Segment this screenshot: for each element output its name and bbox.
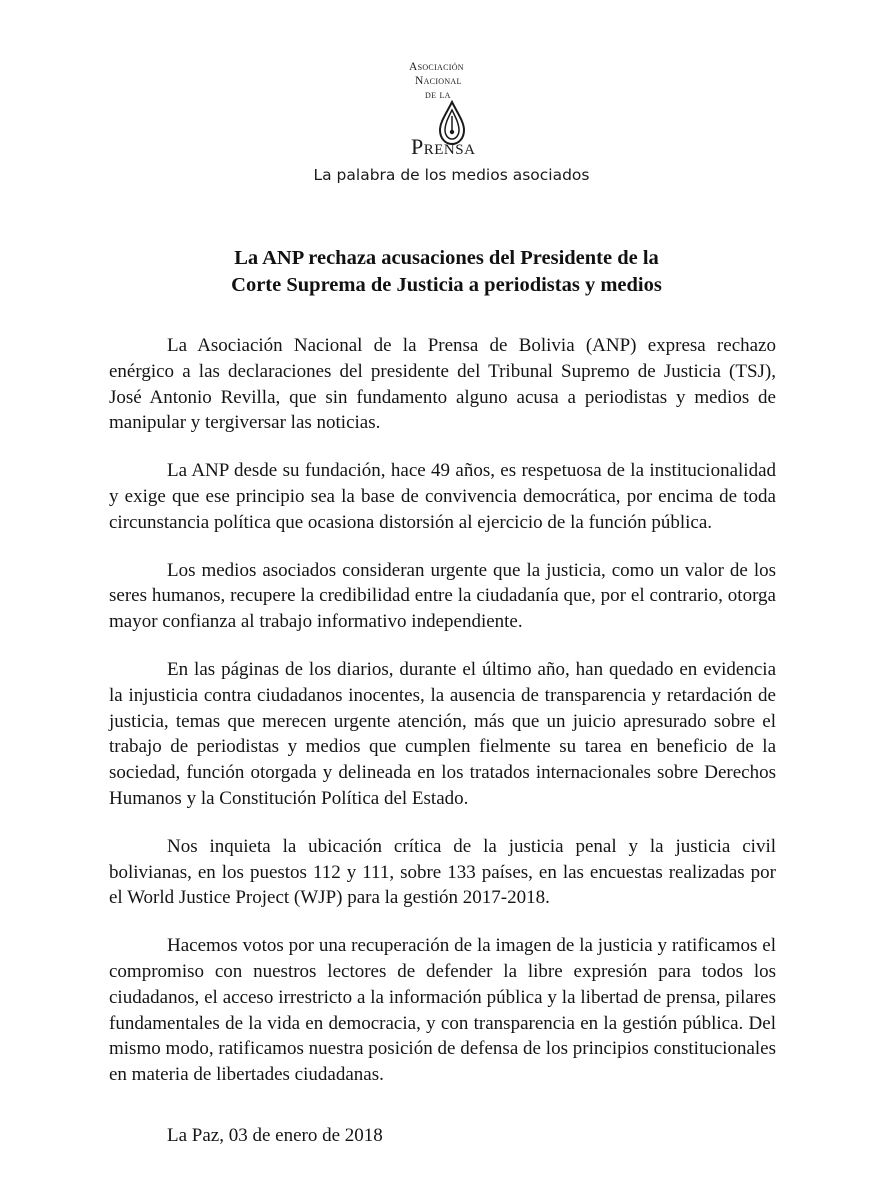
paragraph: La Asociación Nacional de la Prensa de Bolivia (ANP) expresa rechazo enérgico a las declaraciones del presidente del Tribunal Supremo de Justicia (TSJ), José Antonio Revilla, que sin fundamento alguno acusa a periodistas y medios de manipular y tergiversar las noticias. (109, 335, 776, 434)
paragraph: Nos inquieta la ubicación crítica de la justicia penal y la justicia civil bolivianas, en los puestos 112 y 111, sobre 133 países, en las encuestas realizadas por el World Justice Project (WJP) para la gestión 2017-2018. (109, 835, 776, 909)
headline (0, 245, 893, 299)
paragraph: Hacemos votos por una recuperación de la imagen de la justicia y ratificamos el compromiso con nuestros lectores de defender la libre expresión para todos los ciudadanos, el acceso irrestricto a la información pública y la libertad de prensa, pilares fundamentales de la vida en democracia, y con transparencia en la gestión pública. Del mismo modo, ratificamos nuestra posición de defensa de los principios constitucionales en materia de libertades ciudadanas. (109, 935, 776, 1086)
logo-line-asociacion: Asociación (409, 61, 464, 73)
paragraph: La ANP desde su fundación, hace 49 años, es respetuosa de la institucionalidad y exige que ese principio sea la base de convivencia democrática, por encima de toda circunstancia política que ocasiona distorsión al ejercicio de la función pública. (109, 460, 776, 533)
statement-body (109, 333, 776, 1110)
headline-line-1: La ANP rechaza acusaciones del Presidente de la (234, 247, 659, 269)
paragraph: Los medios asociados consideran urgente que la justicia, como un valor de los seres humanos, recupere la credibilidad entre la ciudadanía que, por el contrario, otorga mayor confianza al trabajo informativo independiente. (109, 559, 776, 633)
tagline: La palabra de los medios asociados (313, 166, 590, 184)
logo-line-de-la: de la (425, 89, 451, 101)
anp-logo (403, 58, 503, 162)
logo-line-nacional: Nacional (415, 75, 462, 87)
logo-line-prensa: Prensa (411, 134, 476, 159)
dateline: La Paz, 03 de enero de 2018 (167, 1125, 383, 1146)
headline-line-2: Corte Suprema de Justicia a periodistas y medios (231, 274, 662, 296)
paragraph: En las páginas de los diarios, durante el último año, han quedado en evidencia la injusticia contra ciudadanos inocentes, la ausencia de transparencia y retardación de justicia, temas que merecen urgente atención, más que un juicio apresurado sobre el trabajo de periodistas y medios que cumplen fielmente su tarea en beneficio de la sociedad, función otorgada y delineada en los tratados internacionales sobre Derechos Humanos y la Constitución Política del Estado. (109, 658, 776, 809)
